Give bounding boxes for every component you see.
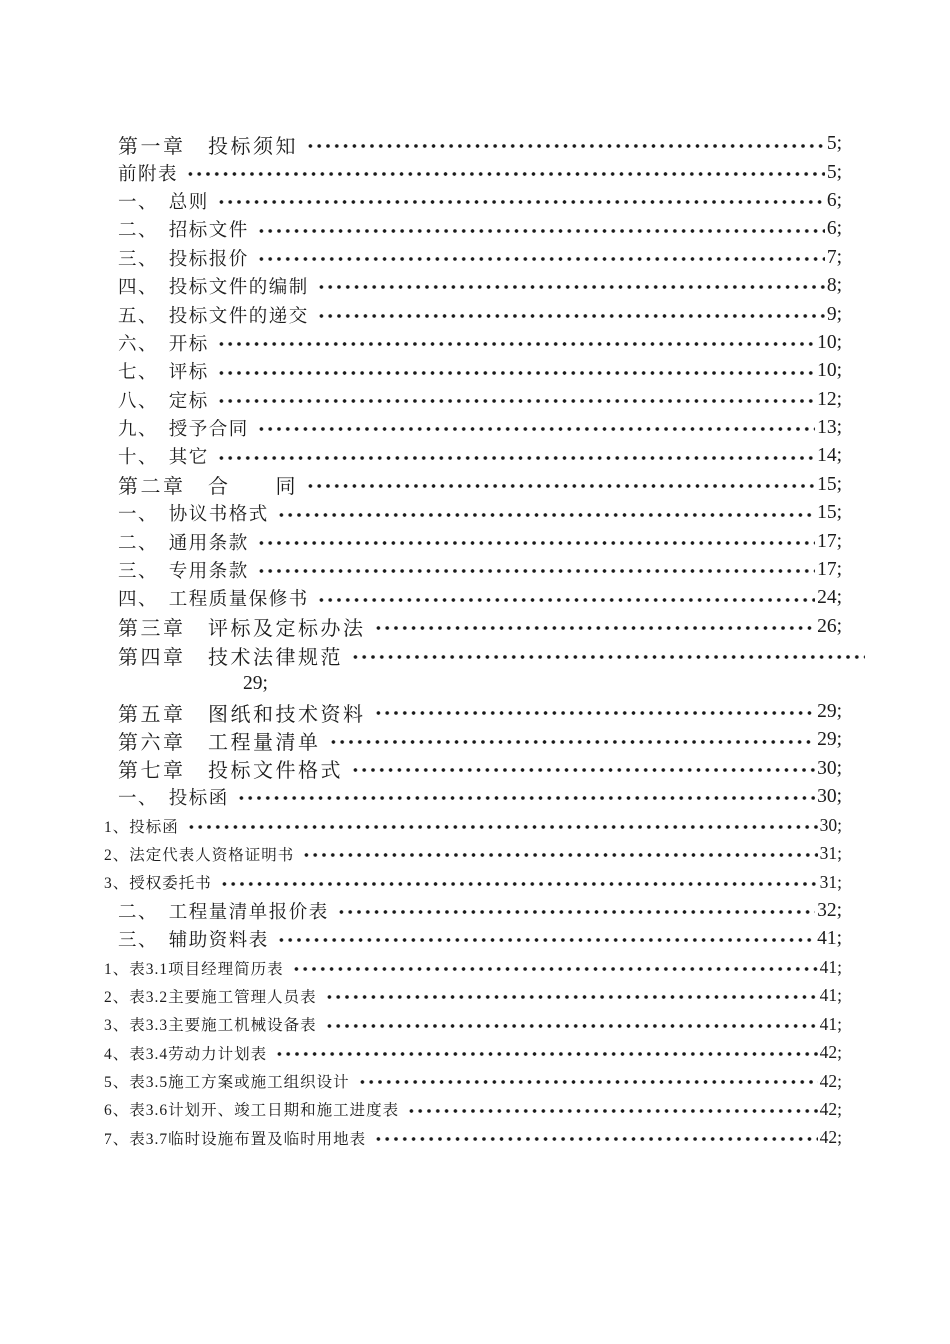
toc-entry-page: 9; [826,303,842,325]
toc-entry-title: 第七章 投标文件格式 [118,760,343,783]
toc-entry [0,1124,950,1152]
toc-entry-page: 31; [819,843,842,864]
toc-entry-page: 14; [817,445,842,467]
toc-entry [0,244,950,272]
toc-entry-page: 29; [243,672,268,694]
dot-leader [257,556,815,584]
dot-leader [337,897,815,925]
dot-leader [217,386,815,414]
dot-leader [374,698,816,726]
dot-leader [257,244,825,272]
dot-leader [306,130,825,158]
toc-entry-page: 8; [826,275,842,297]
toc-entry [0,953,950,981]
toc-entry-page: 42; [819,1042,842,1063]
toc-entry-wrapped-page-row [0,669,950,697]
toc-entry [0,130,950,158]
toc-entry [0,925,950,953]
dot-leader [302,840,817,868]
toc-entry-title: 二、 招标文件 [118,221,249,242]
toc-entry-title: 第三章 评标及定标办法 [118,618,366,641]
toc-entry [0,1067,950,1095]
toc-entry [0,187,950,215]
toc-entry-title: 第一章 投标须知 [118,135,298,158]
toc-entry [0,726,950,754]
dot-leader [237,783,815,811]
toc-entry-title: 7、表3.7临时设施布置及临时用地表 [104,1130,367,1148]
toc-entry-page: 5; [826,161,842,183]
toc-entry-page: 30; [819,815,842,836]
toc-entry-page: 41; [819,985,842,1006]
toc-entry [0,386,950,414]
toc-entry-page: 24; [817,587,842,609]
toc-entry [0,442,950,470]
dot-leader [257,414,815,442]
toc-entry-title: 三、 辅助资料表 [118,931,269,952]
toc-entry-title: 二、 工程量清单报价表 [118,902,329,923]
toc-entry-page: 15; [817,502,842,524]
toc-entry [0,613,950,641]
toc-entry-page: 6; [826,218,842,240]
toc-entry-title: 3、表3.3主要施工机械设备表 [104,1017,317,1035]
toc-entry-page: 31; [819,871,842,892]
toc-entry-title: 第六章 工程量清单 [118,731,321,754]
toc-entry-title: 5、表3.5施工方案或施工组织设计 [104,1074,350,1092]
toc-entry-title: 2、表3.2主要施工管理人员表 [104,988,317,1006]
toc-entry-page: 10; [817,331,842,353]
toc-entry-page: 42; [819,1070,842,1091]
toc-entry-title: 四、 工程质量保修书 [118,590,309,611]
toc-entry [0,158,950,186]
toc-entry-title: 一、 总则 [118,192,209,213]
toc-entry [0,471,950,499]
dot-leader [220,868,818,896]
toc-entry-page: 10; [817,360,842,382]
toc-entry-title: 七、 评标 [118,363,209,384]
toc-entry [0,783,950,811]
toc-entry [0,584,950,612]
toc-entry-page: 30; [817,757,842,779]
toc-entry-page: 41; [819,957,842,978]
toc-entry [0,556,950,584]
toc-entry-page: 15; [817,473,842,495]
toc-entry-title: 八、 定标 [118,391,209,412]
toc-entry-title: 前附表 [118,164,179,185]
toc-entry-page: 41; [819,1013,842,1034]
toc-entry-title: 一、 投标函 [118,789,229,810]
toc-entry-title: 第五章 图纸和技术资料 [118,703,366,726]
toc-entry [0,811,950,839]
dot-leader [325,1010,818,1038]
toc-entry-page: 41; [817,928,842,950]
toc-entry-title: 第二章 合 同 [118,476,298,499]
toc-entry-title: 1、投标函 [104,818,179,836]
dot-leader [325,982,818,1010]
toc-entry-title: 九、 授予合同 [118,420,249,441]
toc-entry-page: 5; [826,133,842,155]
toc-entry-page: 42; [819,1127,842,1148]
dot-leader [317,300,825,328]
dot-leader [277,925,815,953]
toc-entry-title: 2、法定代表人资格证明书 [104,846,295,864]
toc-entry-title: 五、 投标文件的递交 [118,306,309,327]
dot-leader [374,1124,817,1152]
toc-entry [0,1010,950,1038]
toc-entry-page: 26; [817,615,842,637]
toc-entry-title: 6、表3.6计划开、竣工日期和施工进度表 [104,1102,400,1120]
toc-entry [0,272,950,300]
toc-entry-page: 29; [817,729,842,751]
dot-leader [358,1067,818,1095]
toc-entry [0,357,950,385]
toc-entry [0,527,950,555]
toc-entry [0,641,950,669]
toc-entry-page: 6; [826,189,842,211]
toc-entry [0,755,950,783]
toc-entry-title: 十、 其它 [118,448,209,469]
toc-entry [0,1039,950,1067]
toc-entry-title: 三、 专用条款 [118,562,249,583]
toc-entry [0,414,950,442]
toc-entry-title: 六、 开标 [118,334,209,355]
toc-entry-page: 17; [817,530,842,552]
table-of-contents [0,130,950,1152]
toc-entry-title: 3、授权委托书 [104,875,212,893]
toc-entry [0,215,950,243]
toc-entry [0,499,950,527]
toc-entry [0,698,950,726]
toc-entry-page: 17; [817,559,842,581]
toc-entry-title: 四、 投标文件的编制 [118,278,309,299]
toc-entry-title: 第四章 技术法律规范 [118,646,343,669]
dot-leader [187,811,818,839]
dot-leader [217,329,815,357]
toc-entry-title: 4、表3.4劳动力计划表 [104,1045,268,1063]
dot-leader [186,158,825,186]
dot-leader [292,953,818,981]
toc-entry-page: 12; [817,388,842,410]
toc-entry-title: 1、表3.1项目经理简历表 [104,960,284,978]
toc-entry-title: 二、 通用条款 [118,533,249,554]
dot-leader [407,1095,817,1123]
dot-leader [351,755,815,783]
dot-leader [257,527,815,555]
dot-leader [275,1039,817,1067]
dot-leader [329,726,816,754]
toc-entry-page: 42; [819,1098,842,1119]
dot-leader [277,499,815,527]
toc-entry [0,982,950,1010]
toc-entry-page: 13; [817,417,842,439]
dot-leader [306,471,815,499]
toc-entry-page: 32; [817,899,842,921]
dot-leader [217,442,815,470]
dot-leader [317,272,825,300]
toc-entry [0,897,950,925]
toc-entry-page: 7; [826,246,842,268]
dot-leader [217,187,825,215]
toc-entry [0,329,950,357]
toc-entry-page: 30; [817,786,842,808]
toc-entry [0,840,950,868]
toc-entry [0,300,950,328]
toc-entry [0,1095,950,1123]
toc-entry [0,868,950,896]
dot-leader [257,215,825,243]
toc-entry-title: 一、 协议书格式 [118,505,269,526]
dot-leader [374,613,816,641]
toc-entry-title: 三、 投标报价 [118,249,249,270]
dot-leader [217,357,815,385]
dot-leader [317,584,815,612]
dot-leader [351,641,865,669]
toc-entry-page: 29; [817,701,842,722]
